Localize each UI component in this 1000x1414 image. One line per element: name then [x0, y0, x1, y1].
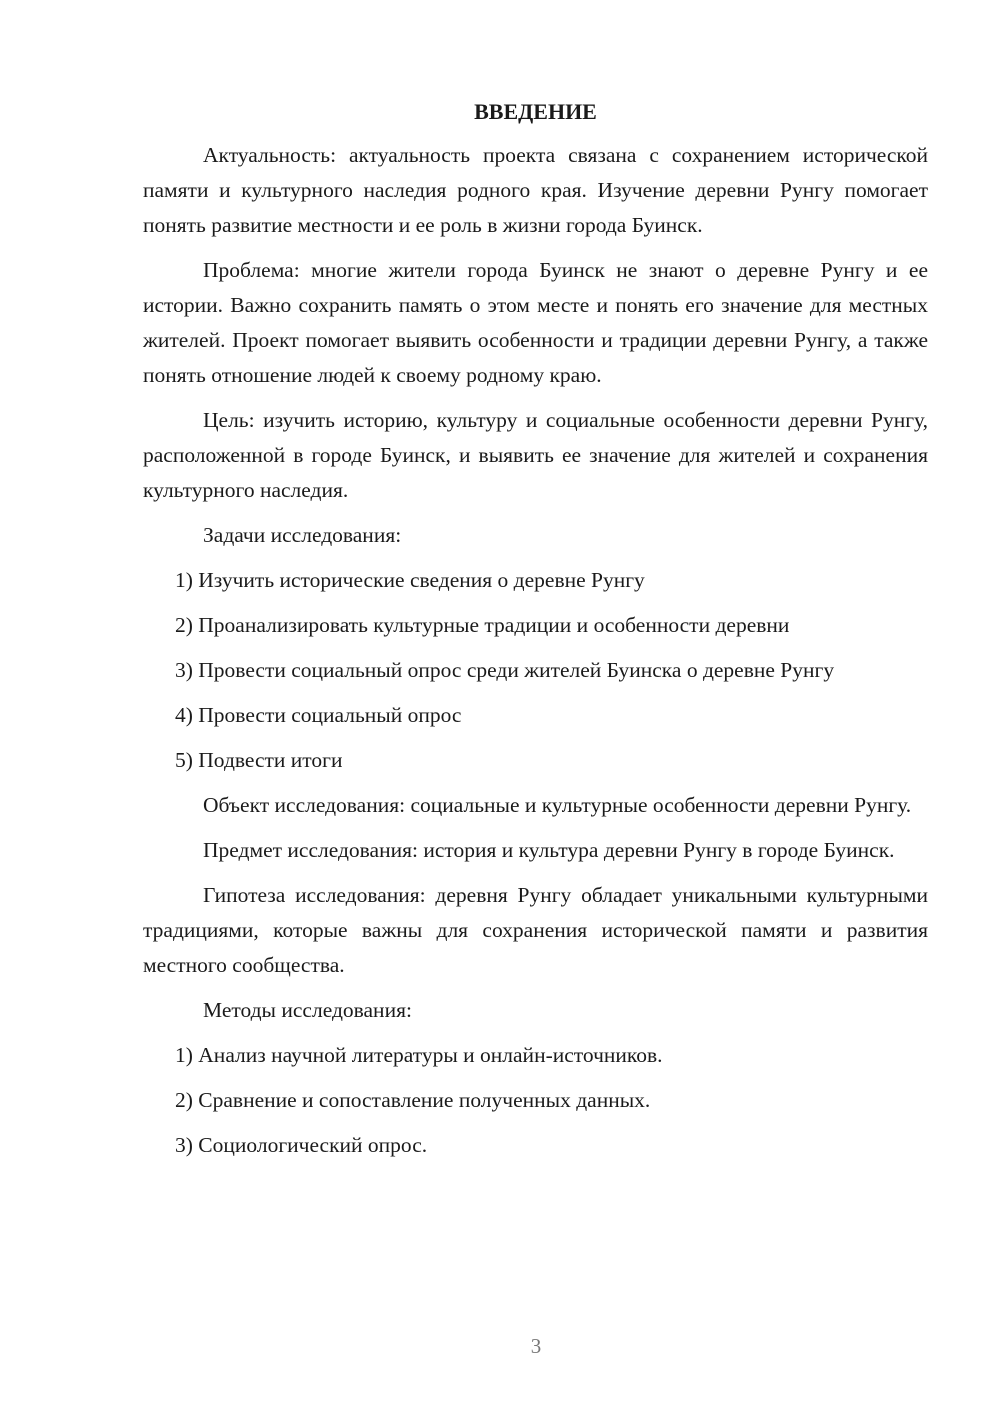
methods-list — [143, 1038, 928, 1163]
task-item: 3) Провести социальный опрос среди жителей Буинска о деревне Рунгу — [175, 658, 835, 682]
tasks-heading: Задачи исследования: — [203, 523, 402, 547]
method-item: 1) Анализ научной литературы и онлайн-источников. — [175, 1043, 663, 1067]
task-item: 1) Изучить исторические сведения о деревне Рунгу — [175, 568, 645, 592]
relevance-paragraph: Актуальность: актуальность проекта связана с сохранением исторической памяти и культурного наследия родного края. Изучение деревни Рунгу помогает понять развитие местности и ее роль в жизни города Буинск. — [143, 143, 928, 237]
goal-paragraph: Цель: изучить историю, культуру и социальные особенности деревни Рунгу, расположенной в городе Буинск, и выявить ее значение для жителей и сохранения культурного наследия. — [143, 408, 928, 502]
task-item: 5) Подвести итоги — [175, 748, 343, 772]
methods-heading: Методы исследования: — [203, 998, 412, 1022]
object-paragraph: Объект исследования: социальные и культурные особенности деревни Рунгу. — [203, 793, 912, 817]
subject-paragraph: Предмет исследования: история и культура деревни Рунгу в городе Буинск. — [203, 838, 895, 862]
task-item: 2) Проанализировать культурные традиции и особенности деревни — [175, 613, 790, 637]
hypothesis-paragraph: Гипотеза исследования: деревня Рунгу обладает уникальными культурными традициями, которые важны для сохранения исторической памяти и развития местного сообщества. — [143, 883, 928, 977]
method-item: 3) Социологический опрос. — [175, 1133, 428, 1157]
problem-paragraph: Проблема: многие жители города Буинск не знают о деревне Рунгу и ее истории. Важно сохранить память о этом месте и понять его значение для местных жителей. Проект помогает выявить особенности и традиции деревни Рунгу, а также понять отношение людей к своему родному краю. — [143, 258, 928, 387]
section-title: ВВЕДЕНИЕ — [474, 99, 597, 124]
method-item: 2) Сравнение и сопоставление полученных данных. — [175, 1088, 651, 1112]
document-body — [143, 96, 928, 1173]
task-item: 4) Провести социальный опрос — [175, 703, 462, 727]
tasks-list — [143, 563, 928, 778]
page-number: 3 — [530, 1334, 542, 1358]
